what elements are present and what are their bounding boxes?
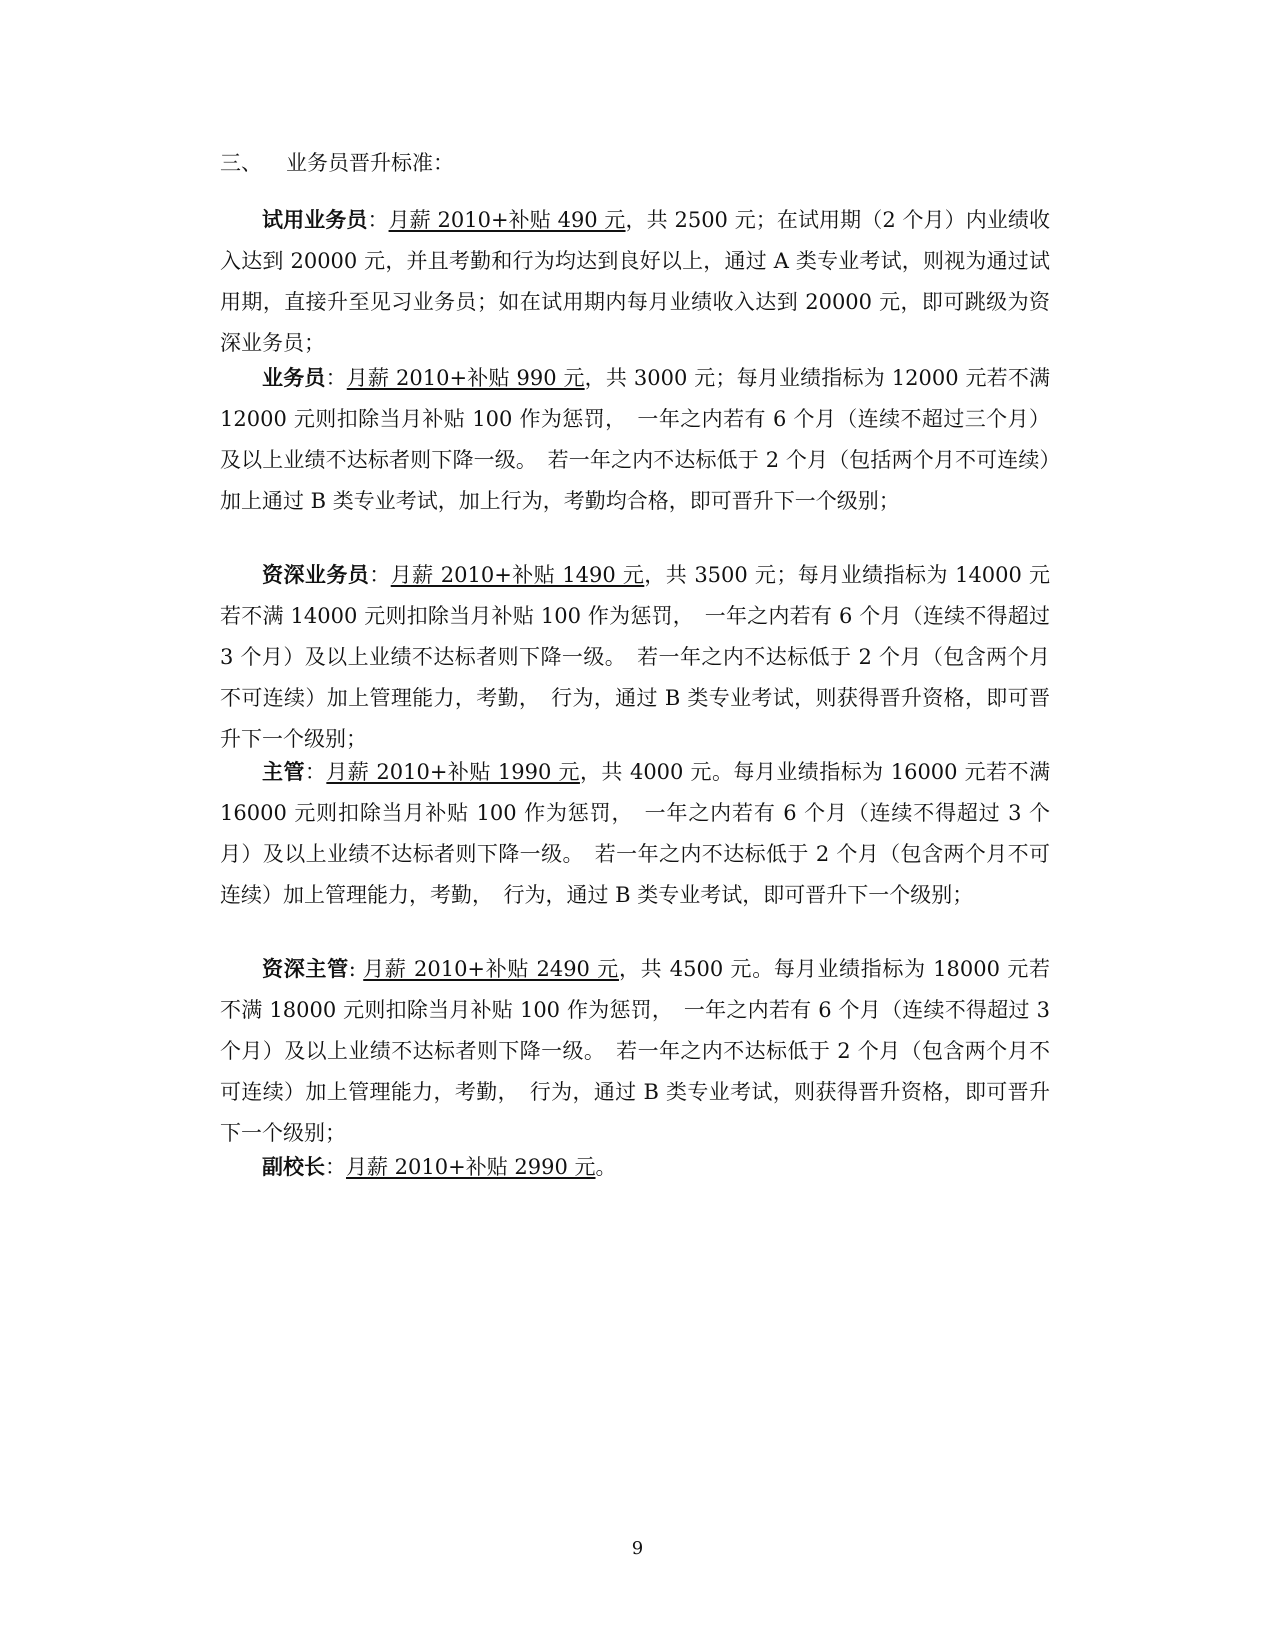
grade-name: 资深业务员 [262,562,370,587]
grade-paragraph-supervisor [220,751,1050,916]
section-heading [220,148,454,178]
grade-salary: 月薪 2010+补贴 1990 元 [326,760,580,784]
grade-paragraph-senior-supervisor [220,948,1050,1154]
grade-description: ，共 3000 元；每月业绩指标为 12000 元若不满 12000 元则扣除当月补贴 100 作为惩罚， 一年之内若有 6 个月（连续不超过三个月）及以上业绩不达标者则下降一级。 若一年之内不达标低于 2 个月（包括两个月不可连续）加上通过 B 类专业考试，加上行为，考勤均合格，即可晋升下一个级别； [220,366,1051,513]
grade-name: 业务员 [262,365,326,390]
grade-separator: ： [304,760,327,784]
grade-salary: 月薪 2010+补贴 2990 元 [346,1155,596,1179]
grade-name: 试用业务员 [262,207,368,232]
section-number: 三、 [220,151,262,175]
grade-separator: ： [369,563,391,587]
grade-paragraph-senior-salesperson [220,554,1050,760]
grade-description: ，共 4000 元。每月业绩指标为 16000 元若不满 16000 元则扣除当月补贴 100 作为惩罚， 一年之内若有 6 个月（连续不得超过 3 个月）及以上业绩不达标者则下降一级。 若一年之内不达标低于 2 个月（包含两个月不可连续）加上管理能力，考勤， 行为，通过 B 类专业考试，即可晋升下一个级别； [220,760,1051,907]
grade-separator: ： [367,208,389,232]
grade-name: 资深主管 [262,956,349,981]
grade-paragraph-trainee [220,199,1050,364]
grade-name: 主管 [262,759,305,784]
page-number: 9 [631,1538,644,1559]
grade-separator: ： [325,366,347,390]
grade-paragraph-vice-principal [220,1146,1050,1188]
grade-salary: 月薪 2010+补贴 990 元 [346,366,585,390]
grade-salary: 月薪 2010+补贴 2490 元 [363,957,619,981]
grade-description: ，共 3500 元；每月业绩指标为 14000 元若不满 14000 元则扣除当月补贴 100 作为惩罚， 一年之内若有 6 个月（连续不得超过 3 个月）及以上业绩不达标者则下降一级。 若一年之内不达标低于 2 个月（包含两个月不可连续）加上管理能力，考勤， 行为，通过 B 类专业考试，则获得晋升资格，即可晋升下一个级别； [220,563,1051,751]
grade-description: ，共 2500 元；在试用期（2 个月）内业绩收入达到 20000 元，并且考勤和行为均达到良好以上，通过 A 类专业考试，则视为通过试用期，直接升至见习业务员；如在试用期内每月业绩收入达到 20000 元，即可跳级为资深业务员； [220,208,1050,355]
grade-separator: ： [325,1155,346,1179]
grade-description: ，共 4500 元。每月业绩指标为 18000 元若不满 18000 元则扣除当月补贴 100 作为惩罚， 一年之内若有 6 个月（连续不得超过 3 个月）及以上业绩不达标者则下降一级。 若一年之内不达标低于 2 个月（包含两个月不可连续）加上管理能力，考勤， 行为，通过 B 类专业考试，则获得晋升资格，即可晋升下一个级别； [220,957,1051,1145]
grade-salary: 月薪 2010+补贴 490 元 [388,208,626,232]
grade-separator: : [348,957,364,981]
grade-name: 副校长 [262,1154,325,1179]
grade-paragraph-salesperson [220,357,1050,522]
grade-salary: 月薪 2010+补贴 1490 元 [390,563,645,587]
section-title: 业务员晋升标准： [286,151,454,175]
grade-description: 。 [595,1155,617,1179]
